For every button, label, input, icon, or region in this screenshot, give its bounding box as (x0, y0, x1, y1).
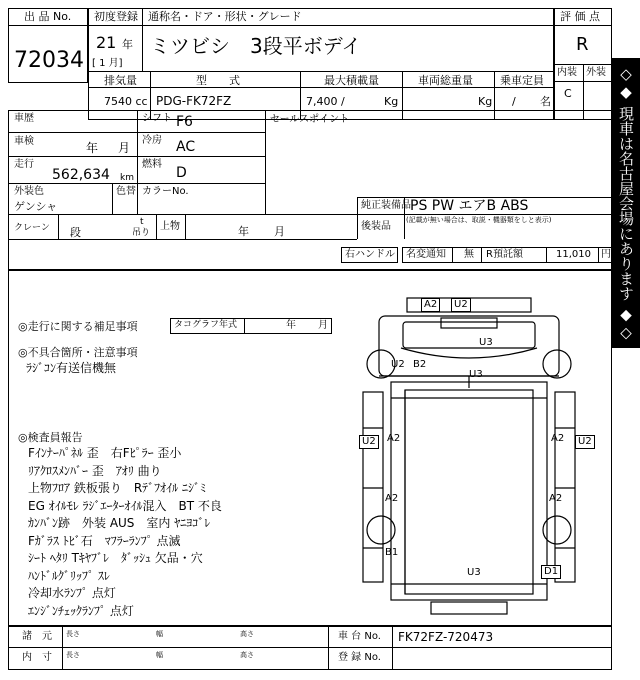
fuel-value: D (176, 165, 187, 181)
venue-banner: ◇◆ 現車は名古屋会場にあります ◆◇ (612, 58, 640, 348)
displacement: 7540 cc (104, 95, 148, 108)
right-handle: 右ハンドル (345, 249, 395, 260)
model: PDG-FK72FZ (156, 94, 232, 108)
code-a2-lower-left: A2 (385, 493, 399, 504)
chassis-label: 車 台 No. (338, 631, 381, 642)
length-label-1: 長さ (66, 630, 80, 638)
inspector-line: ｶﾝﾊﾞﾝ跡 外装 AUS 室内 ﾔﾆﾖｺﾞﾚ (28, 516, 211, 530)
first-reg-year-unit: 年 (122, 38, 133, 51)
width-label-2: 幅 (156, 651, 163, 659)
max-load-label: 最大積載量 (324, 74, 379, 87)
code-u3-top: U3 (479, 337, 493, 348)
code-b2: B2 (413, 359, 427, 370)
car-name: ミツビシ 3段平ボデイ (150, 34, 362, 58)
crane-label: クレーン (14, 223, 50, 233)
upper-year: 年 (238, 225, 249, 238)
inspector-line: ｼｰﾄ ﾍﾀﾘ Tｷﾔﾌﾞﾚ ﾀﾞｯｼｭ 欠品・穴 (28, 551, 203, 565)
inspector-line: ﾊﾝﾄﾞﾙｸﾞﾘｯﾌﾟ ｽﾚ (28, 568, 110, 583)
code-u3-mid: U3 (469, 369, 483, 380)
max-load: 7,400 / (306, 95, 345, 108)
grade-value: R (576, 34, 589, 55)
code-u3-bottom: U3 (467, 567, 481, 578)
footer-box (8, 626, 612, 670)
length-label-2: 長さ (66, 651, 80, 659)
inspector-line: Fｲﾝﾅｰﾊﾟﾈﾙ 歪 右Fﾋﾟﾗｰ 歪小 (28, 446, 182, 460)
tacho-label: タコグラフ年式 (174, 320, 238, 330)
gross-weight-unit: Kg (478, 95, 493, 108)
code-u2-right-box: U2 (575, 435, 595, 449)
defect-line: ﾗｼﾞｺﾝ有送信機無 (26, 361, 117, 375)
inspection-label: 車検 (14, 136, 34, 147)
name-change-label: 名変通知 (406, 249, 446, 260)
mileage-unit: km (120, 173, 134, 183)
code-a2-right: A2 (551, 433, 565, 444)
recycle-value: 11,010 (556, 249, 591, 260)
equipment-value: PS PW エアB ABS (410, 198, 529, 214)
fuel-label: 燃料 (142, 159, 162, 170)
color-change-label: 色替 (116, 186, 136, 197)
recycle-unit: 円 (601, 249, 611, 260)
equipment-label: 純正装備品 (361, 200, 411, 211)
color-value: ゲンシャ (14, 200, 58, 213)
lot-number-label: 出 品 No. (24, 10, 72, 23)
shift-value: F6 (176, 114, 193, 130)
code-d1: D1 (541, 565, 561, 579)
inspector-label: ◎検査員報告 (18, 431, 83, 444)
grade-label: 評 価 点 (560, 10, 600, 23)
interior-grade: C (564, 87, 572, 100)
sales-point-label: セールスポイント (270, 114, 350, 125)
inspector-line: ﾘｱｸﾛｽﾒﾝﾊﾞｰ 歪 ｱｵﾘ 曲り (28, 463, 162, 478)
inspector-line: ｴﾝｼﾞﾝﾁｪｯｸﾗﾝﾌﾟ 点灯 (28, 603, 134, 618)
aftermarket-label: 後装品 (361, 221, 391, 232)
gross-weight-label: 車両総重量 (418, 74, 473, 87)
inner-dim-label: 内 寸 (22, 652, 52, 663)
height-label-2: 高さ (240, 651, 254, 659)
drive-remarks-label: ◎走行に関する補足事項 (18, 320, 138, 333)
inspector-line: 冷却水ﾗﾝﾌﾟ 点灯 (28, 586, 116, 600)
crane-ton: t (140, 217, 144, 227)
first-reg-year: 21 (96, 33, 117, 52)
tacho-month: 月 (318, 320, 328, 331)
max-load-unit: Kg (384, 95, 399, 108)
shift-label: シフト (142, 113, 172, 124)
interior-label: 内装 (557, 67, 577, 78)
inspection-month-unit: 月 (118, 141, 131, 155)
crane-stage: 段 (70, 226, 81, 239)
model-label: 型 式 (196, 74, 240, 87)
code-b1: B1 (385, 547, 399, 558)
tacho-year: 年 (286, 320, 296, 331)
aircon-value: AC (176, 139, 196, 155)
code-top-u2: U2 (451, 298, 471, 312)
chassis-number: FK72FZ-720473 (398, 630, 494, 644)
first-reg-label: 初度登録 (94, 10, 138, 23)
first-reg-month: [ 1 月] (92, 58, 123, 69)
code-a2-lower-right: A2 (549, 493, 563, 504)
color-label: 外装色 (14, 186, 44, 197)
inspection-year-unit: 年 (86, 141, 99, 155)
capacity-label: 乗車定員 (500, 74, 544, 87)
capacity-unit: 名 (540, 95, 551, 108)
inspector-line: EG ｵｲﾙﾓﾚ ﾗｼﾞｴｰﾀｰｵｲﾙ混入 BT 不良 (28, 498, 222, 513)
history-label: 車歴 (14, 113, 34, 124)
crane-hang: 吊り (132, 228, 151, 238)
code-u2-side: U2 (359, 435, 379, 449)
exterior-label: 外装 (586, 67, 606, 78)
upper-month: 月 (274, 225, 285, 238)
code-top-a2: A2 (421, 298, 440, 312)
displacement-label: 排気量 (104, 74, 137, 87)
width-label-1: 幅 (156, 630, 163, 638)
mileage-label: 走行 (14, 159, 34, 170)
recycle-label: R預託額 (486, 249, 523, 260)
aircon-label: 冷房 (142, 135, 162, 146)
aftermarket-note: (記載が無い場合は、取説・機器類をしと表示) (406, 216, 552, 224)
vehicle-damage-diagram (341, 268, 599, 620)
car-name-label: 通称名・ドア・形状・グレード (148, 10, 302, 23)
color-code-label: カラーNo. (142, 186, 189, 197)
specs-box (8, 110, 612, 270)
code-a2-left: A2 (387, 433, 401, 444)
name-change-value: 無 (464, 249, 474, 260)
mileage-value: 562,634 (52, 167, 110, 183)
inspector-line: 上物ﾌﾛｱ 鉄板張り Rﾃﾞﾌｵｲﾙ ﾆｼﾞﾐ (28, 481, 206, 495)
registration-label: 登 録 No. (338, 652, 381, 663)
capacity-sep: / (512, 95, 516, 108)
height-label-1: 高さ (240, 630, 254, 638)
code-u2-left: U2 (391, 359, 405, 370)
upper-label: 上物 (160, 221, 180, 232)
spec-label: 諸 元 (22, 631, 52, 642)
defect-label: ◎不具合箇所・注意事項 (18, 346, 138, 359)
lot-number: 72034 (14, 48, 84, 73)
inspector-line: Fｶﾞﾗｽ ﾄﾋﾞ石 ﾏﾌﾗｰﾗﾝﾌﾟ 点滅 (28, 533, 181, 548)
